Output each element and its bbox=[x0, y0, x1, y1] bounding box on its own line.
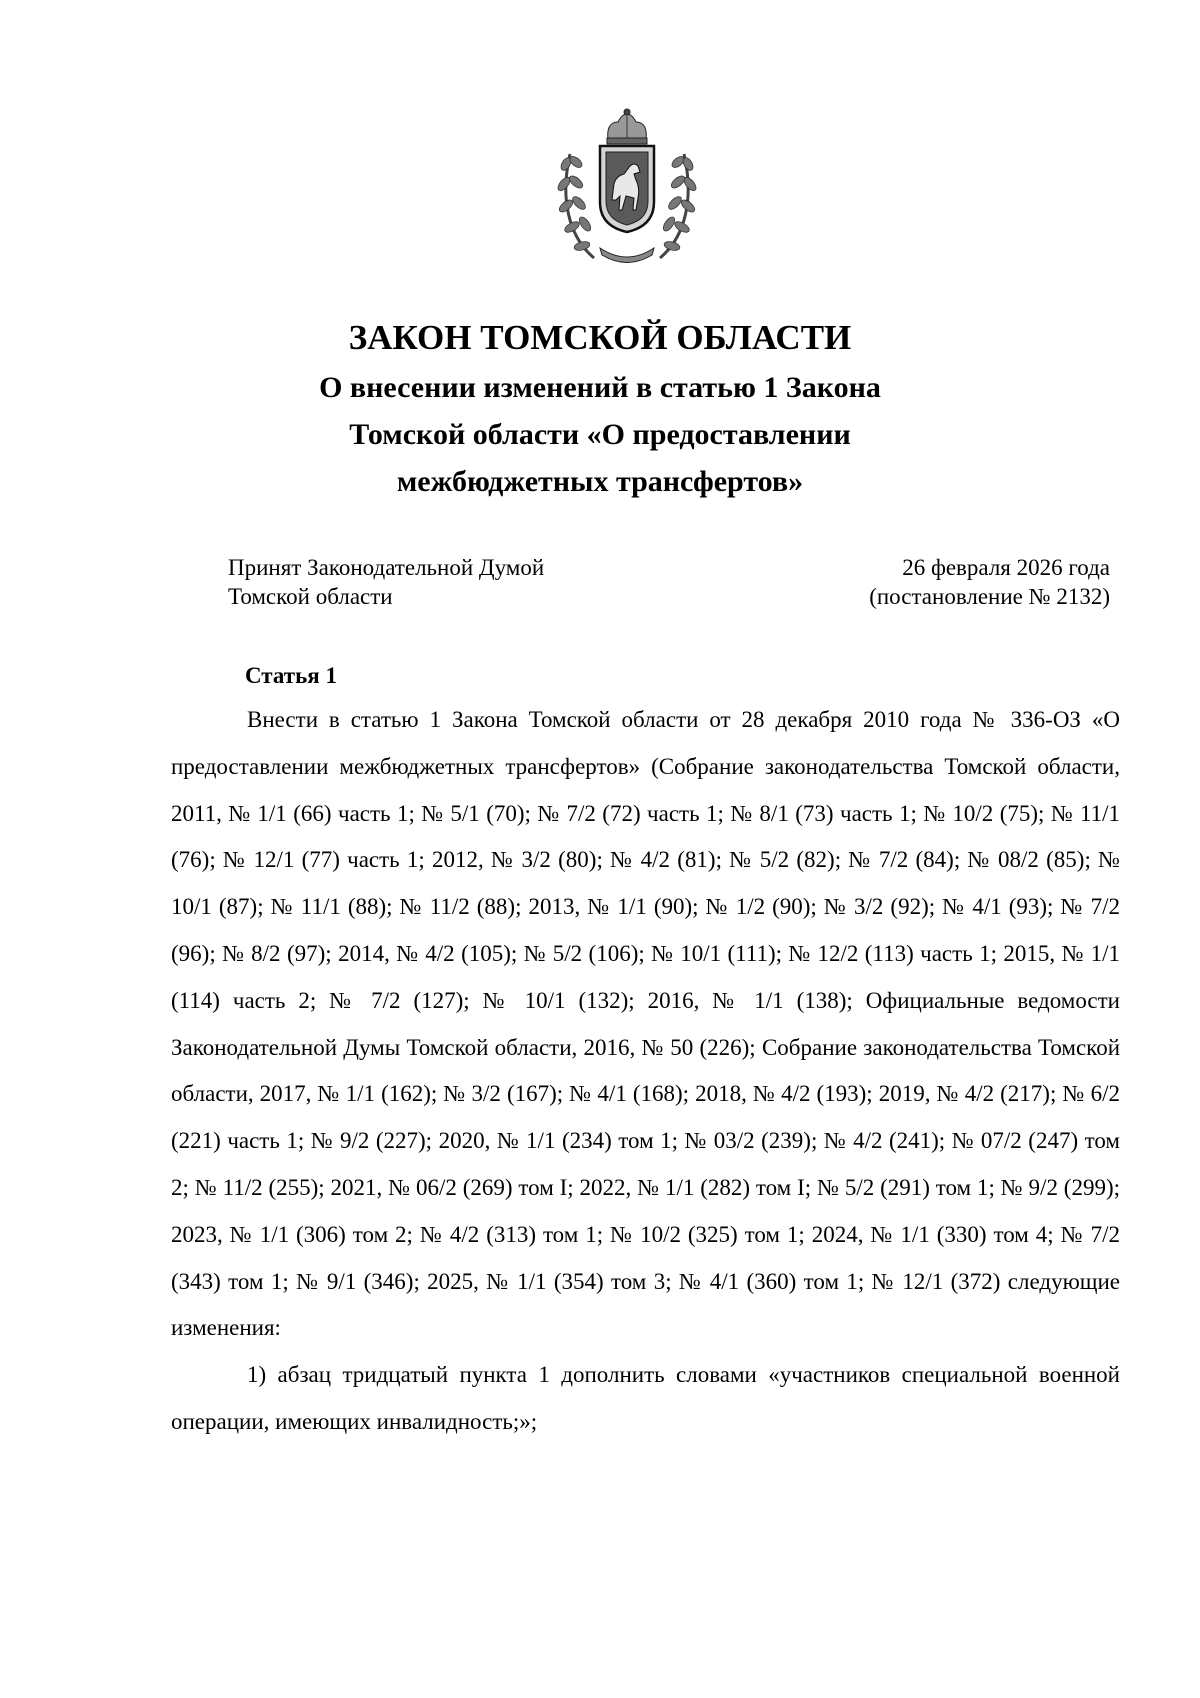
law-subtitle-line: Томской области «О предоставлении bbox=[349, 418, 851, 451]
article-body bbox=[171, 697, 1120, 1446]
article-intro-paragraph: Внести в статью 1 Закона Томской области от 28 декабря 2010 года № 336-ОЗ «О предоставлении межбюджетных трансфертов» (Собрание законодательства Томской области, 2011, № 1/1 (66) часть 1; № 5/1 (70); № 7/2 (72) часть 1; № 8/1 (73) часть 1; № 10/2 (75); № 11/1 (76); № 12/1 (77) часть 1; 2012, № 3/2 (80); № 4/2 (81); № 5/2 (82); № 7/2 (84); № 08/2 (85); № 10/1 (87); № 11/1 (88); № 11/2 (88); 2013, № 1/1 (90); № 1/2 (90); № 3/2 (92); № 4/1 (93); № 7/2 (96); № 8/2 (97); 2014, № 4/2 (105); № 5/2 (106); № 10/1 (111); № 12/2 (113) часть 1; 2015, № 1/1 (114) часть 2; № 7/2 (127); № 10/1 (132); 2016, № 1/1 (138); Официальные ведомости Законодательной Думы Томской области, 2016, № 50 (226); Собрание законодательства Томской области, 2017, № 1/1 (162); № 3/2 (167); № 4/1 (168); 2018, № 4/2 (193); 2019, № 4/2 (217); № 6/2 (221) часть 1; № 9/2 (227); 2020, № 1/1 (234) том 1; № 03/2 (239); № 4/2 (241); № 07/2 (247) том 2; № 11/2 (255); 2021, № 06/2 (269) том I; 2022, № 1/1 (282) том I; № 5/2 (291) том 1; № 9/2 (299); 2023, № 1/1 (306) том 2; № 4/2 (313) том 1; № 10/2 (325) том 1; 2024, № 1/1 (330) том 4; № 7/2 (343) том 1; № 9/1 (346); 2025, № 1/1 (354) том 3; № 4/1 (360) том 1; № 12/1 (372) следующие изменения: bbox=[171, 707, 1120, 1341]
law-subtitle-line: О внесении изменений в статью 1 Закона bbox=[319, 371, 881, 404]
adoption-body-line: Принят Законодательной Думой bbox=[228, 555, 545, 580]
law-subtitle-line: межбюджетных трансфертов» bbox=[396, 465, 804, 498]
law-title-block bbox=[0, 318, 1200, 505]
adoption-body bbox=[228, 553, 544, 611]
article-heading: Статья 1 bbox=[245, 663, 337, 688]
adoption-date bbox=[869, 553, 1110, 611]
law-subtitle bbox=[0, 364, 1200, 505]
article-item-1: 1) абзац тридцатый пункта 1 дополнить словами «участников специальной военной операции, имеющих инвалидность;»; bbox=[171, 1362, 1120, 1434]
adoption-date-text: 26 февраля 2026 года bbox=[902, 555, 1110, 580]
adoption-resolution: (постановление № 2132) bbox=[869, 584, 1110, 609]
adoption-body-line: Томской области bbox=[228, 584, 393, 609]
law-title: ЗАКОН ТОМСКОЙ ОБЛАСТИ bbox=[348, 318, 852, 357]
coat-of-arms-emblem bbox=[556, 108, 698, 263]
